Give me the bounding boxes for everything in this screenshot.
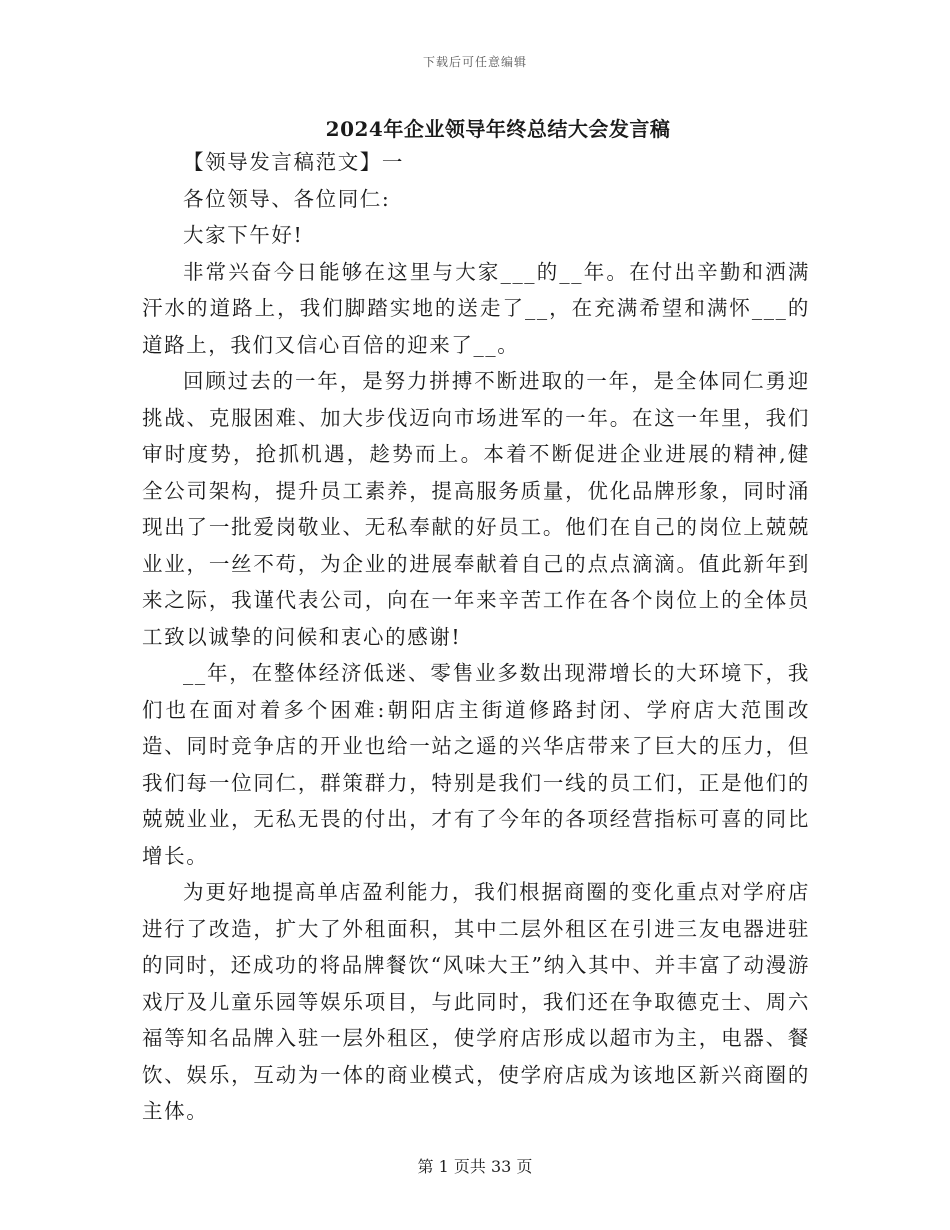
paragraph: 回顾过去的一年，是努力拼搏不断进取的一年，是全体同仁勇迎挑战、克服困难、加大步伐迈向市场进军的一年。在这一年里，我们审时度势，抢抓机遇，趁势而上。本着不断促进企业进展的精神,健全公司架构，提升员工素养，提高服务质量，优化品牌形象，同时涌现出了一批爱岗敬业、无私奉献的好员工。他们在自己的岗位上兢兢业业，一丝不苟，为企业的进展奉献着自己的点点滴滴。值此新年到来之际，我谨代表公司，向在一年来辛苦工作在各个岗位上的全体员工致以诚挚的问候和衷心的感谢! [142, 369, 810, 649]
header-note: 下载后可任意编辑 [422, 55, 527, 69]
section-heading: 【领导发言稿范文】一 [183, 150, 404, 174]
page-number: 第 1 页共 33 页 [417, 1157, 533, 1176]
salutation: 各位领导、各位同仁: [183, 186, 391, 211]
document-body [142, 144, 810, 1130]
paragraph: 非常兴奋今日能够在这里与大家___的__年。在付出辛勤和洒满汗水的道路上，我们脚踏实地的送走了__，在充满希望和满怀___的道路上，我们又信心百倍的迎来了__。 [142, 259, 810, 357]
greeting: 大家下午好! [183, 223, 304, 247]
paragraph: __年，在整体经济低迷、零售业多数出现滞增长的大环境下，我们也在面对着多个困难:朝阳店主街道修路封闭、学府店大范围改造、同时竞争店的开业也给一站之遥的兴华店带来了巨大的压力，但我们每一位同仁，群策群力，特别是我们一线的员工们，正是他们的兢兢业业，无私无畏的付出，才有了今年的各项经营指标可喜的同比增长。 [142, 661, 810, 868]
document-title: 2024年企业领导年终总结大会发言稿 [325, 117, 671, 141]
page-footer [0, 1154, 950, 1177]
paragraph: 为更好地提高单店盈利能力，我们根据商圈的变化重点对学府店进行了改造，扩大了外租面积，其中二层外租区在引进三友电器进驻的同时，还成功的将品牌餐饮“风味大王”纳入其中、并丰富了动漫游戏厅及儿童乐园等娱乐项目，与此同时，我们还在争取德克士、周六福等知名品牌入驻一层外租区，使学府店形成以超市为主，电器、餐饮、娱乐，互动为一体的商业模式，使学府店成为该地区新兴商圈的主体。 [142, 880, 810, 1123]
